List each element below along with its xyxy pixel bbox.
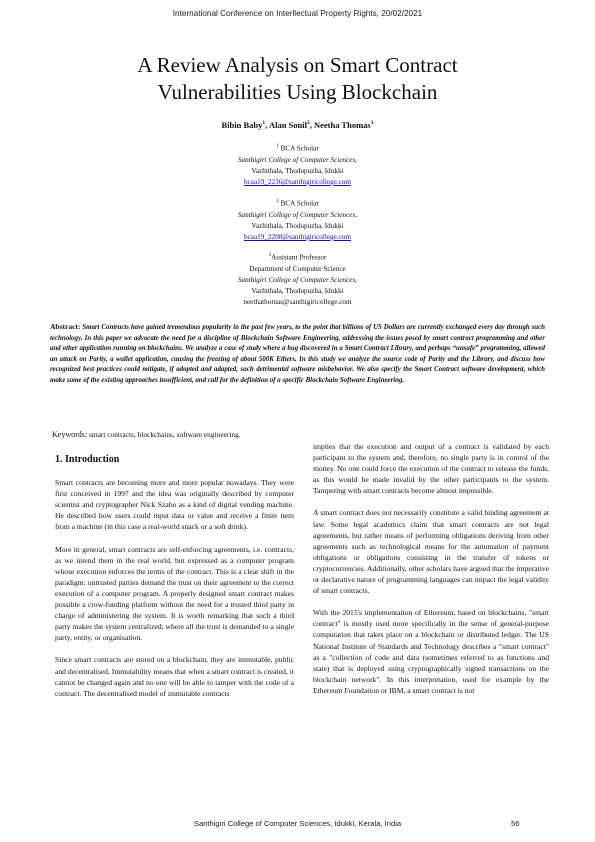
affiliation-college: Santhigiri College of Computer Sciences,: [237, 275, 358, 284]
email-link[interactable]: bcaa19_2208@santhigiricollege.com: [243, 233, 351, 241]
affiliation-role: BCA Scholar: [278, 199, 319, 208]
paragraph: More in general, smart contracts are self-enforcing agreements, i.e. contracts, as we intend them in the real world, but expressed as a computer program whose execution enforces the terms of the contract. This is a clear shift in the paradigm: untrusted parties demand the trust on their agreement to the correct execution of a computer program. A properly designed smart contract makes possible a crow-funding platform without the need for a trusted third party in charge of administering the system. It is worth remarking that such a third party makes the system centralized, where all the trust is demanded to a single party, entity, or organisation.: [55, 544, 294, 643]
left-column: [55, 454, 294, 710]
affiliation-sup: 3: [268, 253, 272, 258]
paragraph: Smart contracts are becoming more and more popular nowadays. They were first conceived in 1997 and the idea was originally described by computer scientist and cryptographer Nick Szabo as a kind of digital vending machine. He described how users could input data or value and receive a finite item from a machine (in this case a real-world snack or a soft drink).: [55, 478, 294, 532]
page-number: 56: [511, 819, 520, 828]
paragraph: A smart contract does not necessarily constitute a valid binding agreement at law. Some legal academics claim that smart contracts are not legal agreements, but rather means of performing obligations deriving from other agreements such as technological means for the automation of payment obligations or obligations consisting in the transfer of tokens or cryptocurrencies. Additionally, other scholars have argued that the imperative or declarative nature of programming languages can impact the legal validity of smart contracts.: [313, 508, 549, 596]
paragraph: Since smart contracts are stored on a blockchain, they are immutable, public and decentralised. Immutability means that when a smart contract is created, it cannot be changed again and no one will be able to tamper with the code of a contract. The decentralised model of immutable contracts: [55, 655, 294, 698]
keywords-text: smart contracts, blockchains, software engineering.: [88, 430, 241, 439]
keywords-label: Keywords:: [52, 430, 88, 439]
abstract-text: Smart Contracts have gained tremendous popularity in the past few years, to the point that billions of US Dollars are currently exchanged every day through such technology. In this paper we advocate the need for a discipline of Blockchain Software Engineering, addressing the issues posed by smart contract programming and other and other application running on blockchains. We analyze a case of study where a bug discovered in a Smart Contract Library, and perhaps “unsafe” programming, allowed an attack on Parity, a wallet application, causing the freezing of about 500K Ethers. In this study we analyze the source code of Parity and the Library, and discuss how recognized best practices could mitigate, if adopted and adapted, such detrimental software misbehavior. We also specify the Smart Contract software development, which make some of the existing approaches insufficient, and call for the definition of a specific Blockchain Software Engineering.: [50, 324, 545, 384]
affiliation-1: [0, 141, 595, 188]
paragraph: implies that the execution and output of a contract is validated by each participant to the system and, therefore, no single party is in control of the money. No one could force the execution of the contract to release the funds, as this would be made invalid by the other participants to the system. Tampering with smart contracts become almost impossible.: [313, 442, 549, 496]
affiliation-2: [0, 196, 595, 243]
abstract-label: Abstract:: [50, 322, 81, 331]
abstract: [50, 322, 545, 386]
author-list: [0, 120, 595, 130]
affiliation-email: neethathomas@santhigiricollege.com: [243, 298, 352, 307]
keywords: [52, 430, 302, 439]
author-separator: ,: [265, 120, 269, 130]
title-line-1: A Review Analysis on Smart Contract: [137, 53, 458, 77]
author-name: Alan Sonil: [268, 120, 307, 130]
affiliation-college: Santhigiri College of Computer Sciences,: [237, 155, 358, 164]
email-link[interactable]: bcaa19_2236@santhigiricollege.com: [243, 178, 351, 186]
title-line-2: Vulnerabilities Using Blockchain: [157, 80, 438, 104]
affiliation-sup: 1: [276, 144, 279, 149]
right-column: [313, 441, 549, 707]
author-name: Neetha Thomas: [313, 120, 371, 130]
author-sup: 2: [306, 120, 310, 127]
affiliation-college: Santhigiri College of Computer Sciences,: [237, 210, 358, 219]
paper-title: [60, 52, 535, 106]
author-sup: 1: [262, 120, 266, 127]
affiliation-place: Vazhithala, Thodupuzha, Idukki: [251, 166, 344, 175]
affiliation-3: [0, 250, 595, 308]
affiliation-role: BCA Scholar: [278, 144, 319, 153]
affiliation-role: Assistant Professor: [271, 253, 327, 262]
footer-text: Santhigiri College of Computer Sciences, Idukki, Kerala, India: [193, 819, 402, 828]
author-name: Bibin Baby: [221, 120, 263, 130]
author-sup: 3: [370, 120, 374, 127]
paragraph: With the 2015's implementation of Ethereum, based on blockchains, "smart contract" is mostly used more specifically in the sense of general-purpose computation that takes place on a blockchain or distributed ledger. The US National Institute of Standards and Technology describes a "smart contract" as a "collection of code and data (sometimes referred to as functions and state) that is deployed using cryptographically signed transactions on the blockchain network". In this interpretation, used for example by the Ethereum Foundation or IBM, a smart contract is not: [313, 608, 549, 695]
affiliation-sup: 2: [276, 199, 279, 204]
running-header: International Conference on Interllectual Property Rights, 20/02/2021: [172, 9, 423, 18]
affiliation-dept: Department of Computer Science: [249, 264, 346, 273]
affiliation-place: Vazhithala, Thodupuzha, Idukki: [251, 221, 344, 230]
section-heading: 1. Introduction: [55, 454, 120, 465]
affiliation-place: Vazhithala, Thodupuzha, Idukki: [251, 287, 344, 295]
author-separator: ,: [309, 120, 314, 130]
